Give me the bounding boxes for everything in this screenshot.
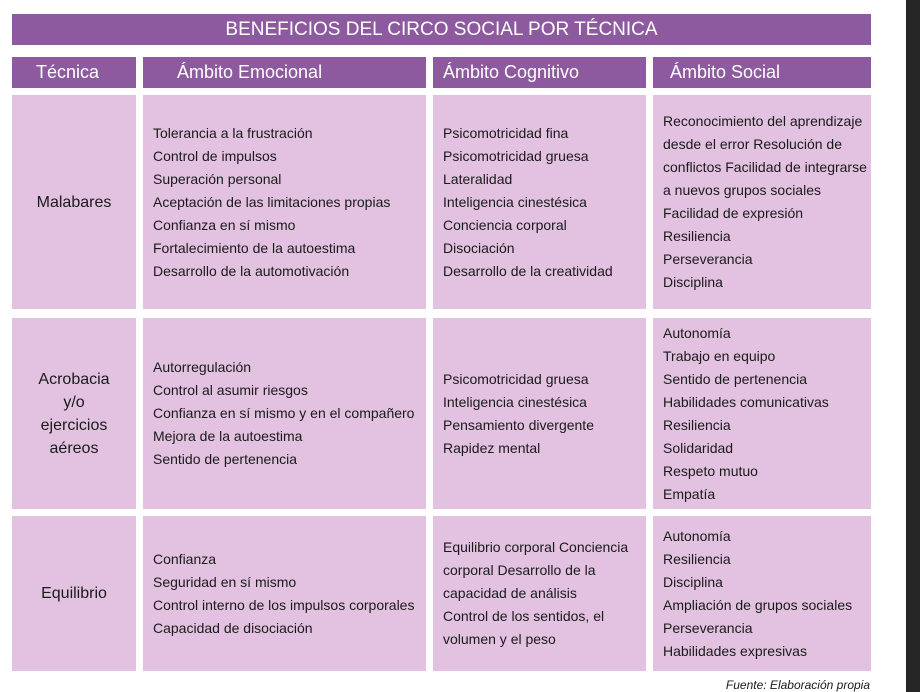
cell-cognitivo-row2 — [433, 318, 646, 509]
header-social: Ámbito Social — [653, 57, 871, 88]
cell-cognitivo-row3 — [433, 516, 646, 671]
cell-line: Confianza en sí mismo — [153, 216, 296, 233]
cell-line: Trabajo en equipo — [663, 347, 776, 364]
right-edge-bar — [906, 0, 920, 692]
row-label-line: aéreos — [49, 439, 99, 457]
cell-line: desde el error Resolución de — [663, 136, 842, 152]
cell-line: Psicomotricidad gruesa — [443, 370, 589, 387]
cell-emocional-row3 — [143, 516, 426, 671]
cell-line: capacidad de análisis — [443, 585, 577, 601]
cell-line: Reconocimiento del aprendizaje — [663, 113, 863, 129]
cell-line: a nuevos grupos sociales — [663, 182, 821, 198]
cell-line: Control interno de los impulsos corporales — [153, 596, 415, 613]
cell-line: Autonomía — [663, 324, 731, 341]
cell-line: Lateralidad — [443, 170, 513, 187]
cell-line: Equilibrio corporal Conciencia — [443, 539, 629, 555]
cell-line: Rapidez mental — [443, 439, 541, 456]
cell-line: Inteligencia cinestésica — [443, 393, 587, 410]
cell-line: Pensamiento divergente — [443, 416, 594, 433]
cell-line: Empatía — [663, 485, 716, 502]
cell-tecnica-row1 — [12, 95, 136, 309]
cell-line: conflictos Facilidad de integrarse — [663, 159, 867, 175]
header-cognitivo: Ámbito Cognitivo — [433, 57, 646, 88]
cell-line: Control al asumir riesgos — [153, 382, 308, 398]
cell-line: Control de los sentidos, el — [443, 608, 605, 624]
cell-line: corporal Desarrollo de la — [443, 562, 596, 578]
cell-line: Sentido de pertenencia — [663, 370, 807, 387]
cell-line: Autorregulación — [153, 359, 252, 375]
cell-line: Perseverancia — [663, 251, 753, 267]
cell-line: Psicomotricidad gruesa — [443, 147, 589, 164]
cell-line: Seguridad en sí mismo — [153, 573, 297, 590]
row-label — [41, 582, 107, 605]
row-label — [37, 191, 112, 214]
header-tecnica: Técnica — [12, 57, 136, 88]
cell-line: Sentido de pertenencia — [153, 451, 297, 467]
cell-line: Control de impulsos — [153, 147, 277, 164]
row-label-line: Equilibrio — [41, 585, 107, 602]
cell-line: Perseverancia — [663, 619, 753, 636]
cell-line: Confianza — [153, 550, 217, 567]
cell-line: Superación personal — [153, 170, 282, 187]
cell-line: Disociación — [443, 239, 515, 256]
cell-line: Mejora de la autoestima — [153, 428, 303, 444]
cell-line: Resiliencia — [663, 228, 731, 244]
cell-line: Resiliencia — [663, 550, 731, 567]
cell-line: Desarrollo de la automotivación — [153, 262, 350, 279]
row-label — [38, 368, 109, 460]
row-label-line: Acrobacia — [38, 370, 110, 388]
cell-tecnica-row3 — [12, 516, 136, 671]
cell-line: Capacidad de disociación — [153, 619, 313, 636]
cell-line: Disciplina — [663, 573, 723, 590]
cell-social-row1 — [653, 95, 871, 309]
row-label-line: ejercicios — [40, 416, 108, 434]
cell-line: Aceptación de las limitaciones propias — [153, 193, 391, 210]
cell-line: Confianza en sí mismo y en el compañero — [153, 405, 415, 421]
cell-line: Psicomotricidad fina — [443, 124, 569, 141]
cell-emocional-row1 — [143, 95, 426, 309]
cell-line: Habilidades comunicativas — [663, 393, 829, 410]
cell-cognitivo-row1 — [433, 95, 646, 309]
cell-line: Fortalecimiento de la autoestima — [153, 239, 356, 256]
cell-line: Desarrollo de la creatividad — [443, 262, 613, 279]
cell-line: Resiliencia — [663, 416, 731, 433]
cell-line: Conciencia corporal — [443, 216, 567, 233]
row-label-line: y/o — [63, 393, 85, 411]
cell-line: Autonomía — [663, 527, 731, 544]
cell-social-row3 — [653, 516, 871, 671]
cell-line: Inteligencia cinestésica — [443, 193, 587, 210]
cell-line: Disciplina — [663, 274, 723, 290]
cell-line: Tolerancia a la frustración — [153, 124, 313, 141]
cell-tecnica-row2 — [12, 318, 136, 509]
table-title: BENEFICIOS DEL CIRCO SOCIAL POR TÉCNICA — [12, 14, 871, 45]
cell-line: volumen y el peso — [443, 631, 556, 647]
cell-line: Solidaridad — [663, 439, 734, 456]
cell-line: Ampliación de grupos sociales — [663, 596, 853, 613]
cell-line: Facilidad de expresión — [663, 205, 804, 221]
cell-line: Habilidades expresivas — [663, 642, 807, 659]
header-emocional: Ámbito Emocional — [143, 57, 426, 88]
cell-line: Respeto mutuo — [663, 462, 758, 479]
row-label-line: Malabares — [36, 193, 112, 211]
cell-emocional-row2 — [143, 318, 426, 509]
source-note: Fuente: Elaboración propia — [725, 678, 870, 692]
cell-social-row2 — [653, 318, 871, 509]
